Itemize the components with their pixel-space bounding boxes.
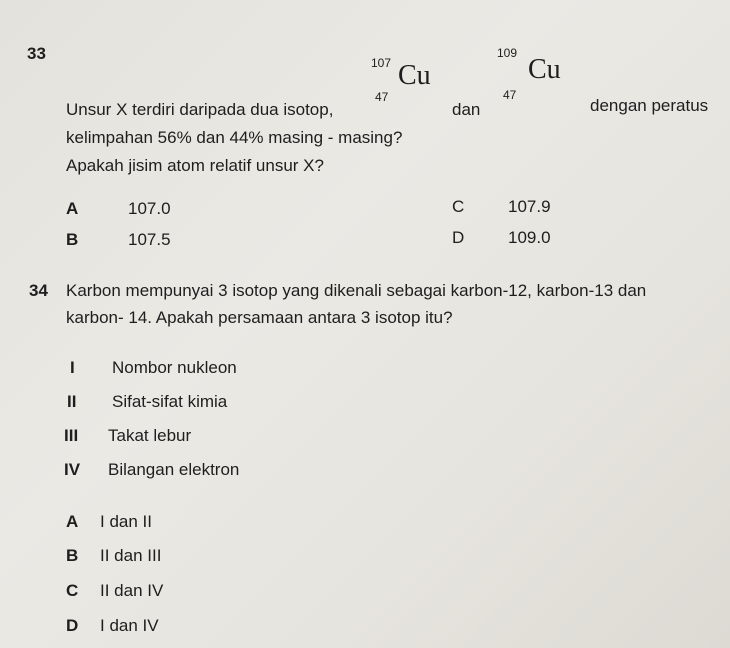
q33-line3: Apakah jisim atom relatif unsur X? bbox=[66, 156, 324, 175]
question-33-number: 33 bbox=[27, 44, 46, 63]
q33-line1-part2: dengan peratus bbox=[590, 96, 709, 115]
q34-option-c-text[interactable]: II dan IV bbox=[100, 581, 164, 600]
isotope1-atomic-number: 47 bbox=[375, 90, 389, 104]
q34-option-b-letter[interactable]: B bbox=[66, 546, 79, 565]
q34-option-c-letter[interactable]: C bbox=[66, 581, 79, 600]
statement-4-roman: IV bbox=[64, 460, 81, 479]
q34-option-b-text[interactable]: II dan III bbox=[100, 546, 162, 565]
q33-option-c-value[interactable]: 107.9 bbox=[508, 197, 551, 216]
q33-option-c-letter[interactable]: C bbox=[452, 197, 465, 216]
q34-option-d-letter[interactable]: D bbox=[66, 616, 79, 635]
q34-line2: karbon- 14. Apakah persamaan antara 3 isotop itu? bbox=[66, 308, 453, 327]
q33-option-a-letter[interactable]: A bbox=[66, 199, 79, 218]
statement-2-text: Sifat-sifat kimia bbox=[112, 392, 228, 411]
q33-line1-dan: dan bbox=[452, 100, 481, 119]
q34-line1: Karbon mempunyai 3 isotop yang dikenali sebagai karbon-12, karbon-13 dan bbox=[66, 281, 647, 300]
q33-option-a-value[interactable]: 107.0 bbox=[128, 199, 171, 218]
q33-option-b-value[interactable]: 107.5 bbox=[128, 230, 171, 249]
statement-3-roman: III bbox=[64, 426, 79, 445]
isotope1-symbol: Cu bbox=[398, 60, 431, 91]
statement-1-roman: I bbox=[70, 358, 75, 377]
q34-option-a-text[interactable]: I dan II bbox=[100, 512, 152, 531]
q33-line2: kelimpahan 56% dan 44% masing - masing? bbox=[66, 128, 403, 147]
question-34-number: 34 bbox=[29, 281, 48, 300]
statement-1-text: Nombor nukleon bbox=[112, 358, 237, 377]
q34-option-d-text[interactable]: I dan IV bbox=[100, 616, 159, 635]
isotope1-mass-number: 107 bbox=[371, 56, 392, 70]
q33-option-b-letter[interactable]: B bbox=[66, 230, 79, 249]
isotope2-mass-number: 109 bbox=[497, 46, 518, 60]
q33-option-d-value[interactable]: 109.0 bbox=[508, 228, 551, 247]
q33-line1-part1: Unsur X terdiri daripada dua isotop, bbox=[66, 100, 334, 119]
isotope2-atomic-number: 47 bbox=[503, 88, 517, 102]
statement-2-roman: II bbox=[67, 392, 77, 411]
q33-option-d-letter[interactable]: D bbox=[452, 228, 465, 247]
isotope2-symbol: Cu bbox=[528, 54, 561, 85]
q34-option-a-letter[interactable]: A bbox=[66, 512, 79, 531]
statement-4-text: Bilangan elektron bbox=[108, 460, 240, 479]
statement-3-text: Takat lebur bbox=[108, 426, 192, 445]
